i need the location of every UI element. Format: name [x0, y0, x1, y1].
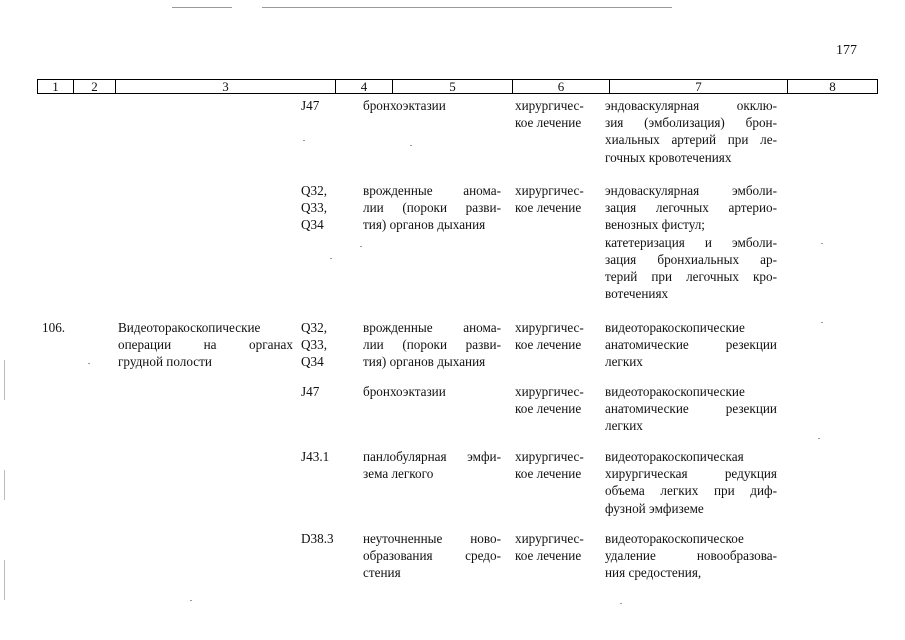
method-line: анатомические резекции: [605, 337, 777, 353]
treatment-cell: [515, 319, 584, 353]
method-line: ния средостения,: [605, 565, 702, 581]
method-line: легких: [605, 354, 643, 370]
method-cell: [605, 97, 777, 166]
diagnosis-line: неуточненные ново-: [363, 531, 501, 546]
scan-margin-mark: [4, 360, 5, 400]
row-number: [42, 319, 65, 336]
treatment-line: хирургичес-: [515, 183, 584, 198]
treatment-line: хирургичес-: [515, 98, 584, 113]
method-line: терий при легочных кро-: [605, 269, 777, 285]
icd-code: Q33,: [301, 200, 328, 216]
method-line: гочных кровотечениях: [605, 149, 732, 165]
icd-code: Q33,: [301, 337, 328, 353]
diagnosis-line: тия) органов дыхания: [363, 354, 486, 370]
diagnosis-cell: [363, 530, 501, 582]
treatment-cell: [515, 448, 584, 482]
method-line: катетеризация и эмболи-: [605, 234, 777, 250]
icd-code: D38.3: [301, 531, 334, 546]
treatment-cell: [515, 97, 584, 131]
icd-code-cell: [301, 182, 327, 234]
treatment-line: кое лечение: [515, 337, 582, 353]
scan-edge-line: [172, 7, 232, 8]
diagnosis-cell: [363, 182, 501, 234]
treatment-line: хирургичес-: [515, 449, 584, 464]
method-line: видеоторакоскопическая: [605, 449, 744, 464]
diagnosis-line: врожденные анома-: [363, 183, 501, 198]
icd-code: Q34: [301, 217, 324, 233]
diagnosis-line: образования средо-: [363, 548, 501, 564]
header-cell: 7: [695, 79, 702, 94]
scan-speck: [620, 603, 622, 604]
diagnosis-line: стения: [363, 565, 401, 581]
method-line: венозных фистул;: [605, 217, 705, 233]
method-cell: [605, 383, 777, 435]
icd-code: J43.1: [301, 449, 330, 464]
icd-code: J47: [301, 384, 320, 399]
icd-code: J47: [301, 98, 320, 113]
method-line: видеоторакоскопические: [605, 320, 745, 335]
row-number-text: 106.: [42, 320, 66, 335]
method-line: объема легких при диф-: [605, 483, 777, 499]
table-header-row: [37, 79, 878, 94]
method-line: эндоваскулярная окклю-: [605, 98, 777, 113]
treatment-line: хирургичес-: [515, 384, 584, 399]
method-line: хирургическая редукция: [605, 466, 777, 482]
method-line: хиальных артерий при ле-: [605, 132, 777, 148]
treatment-line: хирургичес-: [515, 531, 584, 546]
method-line: эндоваскулярная эмболи-: [605, 183, 777, 198]
diagnosis-line: лии (пороки разви-: [363, 337, 501, 353]
scan-margin-mark: [4, 560, 5, 600]
diagnosis-line: зема легкого: [363, 466, 434, 482]
diagnosis-cell: [363, 448, 501, 482]
scan-speck: [190, 600, 192, 601]
scan-speck: [360, 246, 362, 247]
scan-speck: [330, 258, 332, 259]
diagnosis-cell: [363, 319, 501, 371]
method-line: видеоторакоскопическое: [605, 531, 744, 546]
header-cell: 2: [91, 79, 98, 94]
treatment-cell: [515, 182, 584, 216]
header-cell: 3: [222, 79, 229, 94]
treatment-line: кое лечение: [515, 401, 582, 417]
icd-code-cell: [301, 530, 334, 547]
icd-code: Q32,: [301, 183, 328, 198]
header-cell: 8: [829, 79, 836, 94]
procedure-name-cell: [118, 319, 293, 371]
method-line: анатомические резекции: [605, 401, 777, 417]
icd-code: Q32,: [301, 320, 328, 335]
method-line: зация легочных артерио-: [605, 200, 777, 216]
icd-code-cell: [301, 319, 327, 371]
icd-code-cell: [301, 383, 319, 400]
scan-speck: [821, 243, 823, 244]
diagnosis-cell: [363, 97, 501, 114]
diagnosis-line: врожденные анома-: [363, 320, 501, 335]
diagnosis-line: тия) органов дыхания: [363, 217, 486, 233]
treatment-line: кое лечение: [515, 548, 582, 564]
diagnosis-line: лии (пороки разви-: [363, 200, 501, 216]
diagnosis-cell: [363, 383, 501, 400]
page-number: 177: [836, 43, 857, 58]
method-cell: [605, 530, 777, 582]
treatment-line: хирургичес-: [515, 320, 584, 335]
method-line: удаление новообразова-: [605, 548, 777, 564]
treatment-line: кое лечение: [515, 466, 582, 482]
procedure-name-line: операции на органах: [118, 337, 293, 353]
treatment-line: кое лечение: [515, 115, 582, 131]
header-cell: 1: [52, 79, 59, 94]
diagnosis-line: бронхоэктазии: [363, 98, 446, 113]
treatment-cell: [515, 530, 584, 564]
header-cell: 5: [449, 79, 456, 94]
treatment-cell: [515, 383, 584, 417]
scan-speck: [818, 438, 820, 439]
scan-edge-line: [262, 7, 672, 8]
method-line: зия (эмболизация) брон-: [605, 115, 777, 131]
method-line: вотечениях: [605, 286, 669, 302]
scan-speck: [88, 363, 90, 364]
method-cell: [605, 182, 777, 302]
icd-code: Q34: [301, 354, 324, 370]
scan-margin-mark: [4, 470, 5, 500]
method-line: фузной эмфиземе: [605, 500, 704, 516]
diagnosis-line: бронхоэктазии: [363, 384, 446, 399]
scan-speck: [821, 322, 823, 323]
header-cell: 4: [360, 79, 368, 94]
treatment-line: кое лечение: [515, 200, 582, 216]
method-line: видеоторакоскопические: [605, 384, 745, 399]
procedure-name-line: грудной полости: [118, 354, 212, 370]
method-line: легких: [605, 418, 643, 434]
scan-speck: [410, 145, 412, 146]
method-cell: [605, 319, 777, 371]
diagnosis-line: панлобулярная эмфи-: [363, 449, 501, 464]
procedure-name-line: Видеоторакоскопические: [118, 320, 261, 335]
icd-code-cell: [301, 448, 329, 465]
method-cell: [605, 448, 777, 517]
header-cell: 6: [557, 79, 565, 94]
method-line: зация бронхиальных ар-: [605, 251, 777, 267]
scan-speck: [303, 140, 305, 141]
icd-code-cell: [301, 97, 319, 114]
